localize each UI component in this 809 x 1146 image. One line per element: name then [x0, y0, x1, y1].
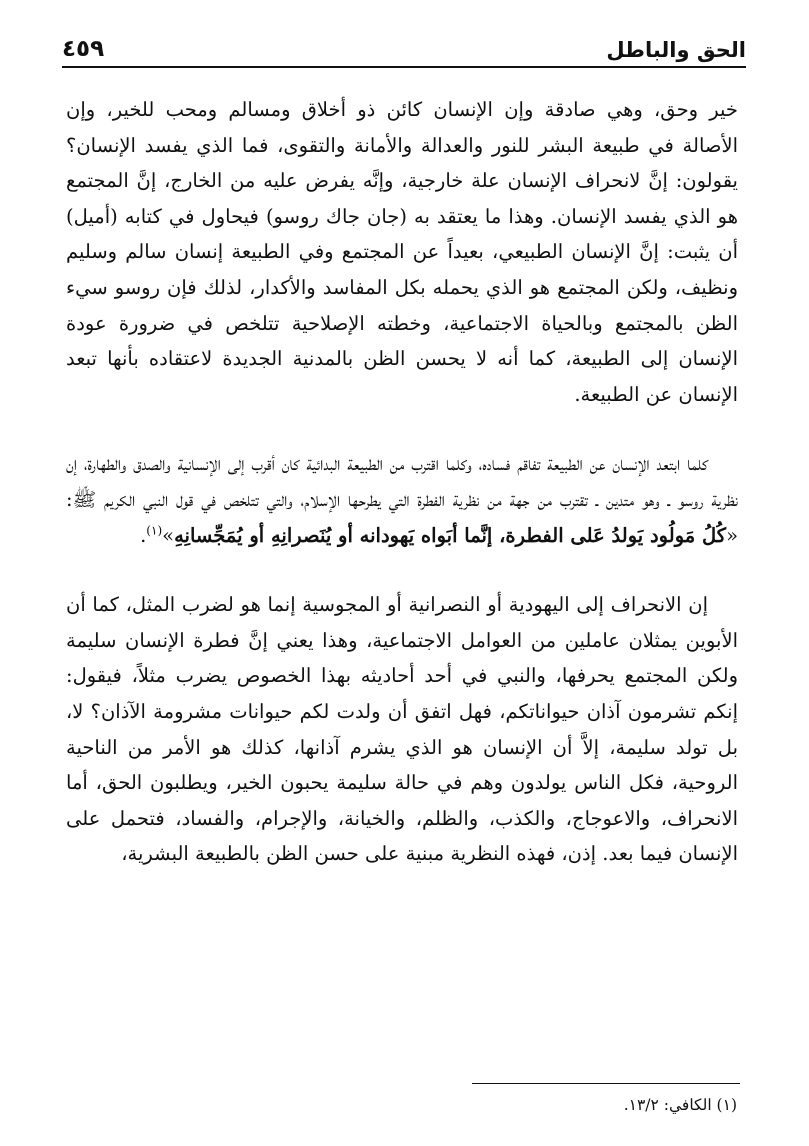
paragraph-3: إن الانحراف إلى اليهودية أو النصرانية أو المجوسية إنما هو لضرب المثل، كما أن الأبوين يمثلان عاملين من العوامل الاجتماعية، وهذا يعني إنَّ فطرة الإنسان سليمة ولكن المجتمع يحرفها، والنبي في أحد أحاديثه بهذا الخصوص يضرب مثلاً، فيقول: إنكم تشرمون آذان حيواناتكم، فهل اتفق أن ولدت لكم حيوانات مشرومة الآذان؟ لا، بل تولد سليمة، إلاَّ أن الإنسان هو الذي يشرم آذانها، كذلك هو الأمر من الناحية الروحية، فكل الناس يولدون وهم في حالة سليمة يحبون الخير، ويطلبون الحق، أما الانحراف، والاعوجاج، والكذب، والظلم، والخيانة، والإجرام، والفساد، فتحمل على الإنسان فيما بعد. إذن، فهذه النظرية مبنية على حسن الظن بالطبيعة البشرية،	[66, 593, 738, 866]
header-rule	[62, 66, 746, 68]
page-number: ٤٥٩	[62, 36, 105, 62]
footnote: (١) الكافي: ١٣/٢.	[623, 1096, 737, 1114]
quote-close: »	[162, 523, 175, 547]
running-header	[62, 24, 746, 62]
paragraph-1: خير وحق، وهي صادقة وإن الإنسان كائن ذو أخلاق ومسالم ومحب للخير، وإن الأصالة في طبيعة البشر للنور والعدالة والأمانة والتقوى، فما الذي يفسد الإنسان؟ يقولون: إنَّ لانحراف الإنسان علة خارجية، وإنَّه يفرض عليه من الخارج، إنَّ المجتمع هو الذي يفسد الإنسان. وهذا ما يعتقد به (جان جاك روسو) فيحاول في كتابه (أميل) أن يثبت: إنَّ الإنسان الطبيعي، بعيداً عن المجتمع وفي الطبيعة إنسان سالم وسليم ونظيف، ولكن المجتمع هو الذي يحمله بكل المفاسد والأكدار، لذلك فإن روسو سيء الظن بالمجتمع وبالحياة الاجتماعية، وخطته الإصلاحية تتلخص في ضرورة عودة الإنسان إلى الطبيعة، كما أنه لا يحسن الظن بالمدنية الجديدة لاعتقاده بأنها تبعد الإنسان عن الطبيعة.	[66, 98, 738, 406]
sentence-end: .	[140, 523, 147, 547]
paragraph-2	[66, 446, 738, 553]
paragraph-2-intro: كلما ابتعد الإنسان عن الطبيعة تفاقم فساده، وكلما اقترب من الطبيعة البدائية كان أقرب إلى الإنسانية والصدق والطهارة، إن نظرية روسو ـ وهو متدين ـ تقترب من جهة من نظرية الفطرة التي يطرحها الإسلام، والتي تتلخص في قول النبي الكريم ﷺ: «	[66, 452, 738, 547]
footnote-reference: (١)	[146, 523, 163, 538]
main-text	[66, 92, 738, 872]
hadith-quote: كُلُ مَولُود يَولدُ عَلى الفطرة، إنَّما أبَواه يَهودانه أو يُنَصرانِهِ أو يُمَجِّسانِهِ	[174, 523, 727, 547]
footnote-rule	[472, 1083, 740, 1084]
running-title: الحق والباطل	[606, 38, 746, 62]
